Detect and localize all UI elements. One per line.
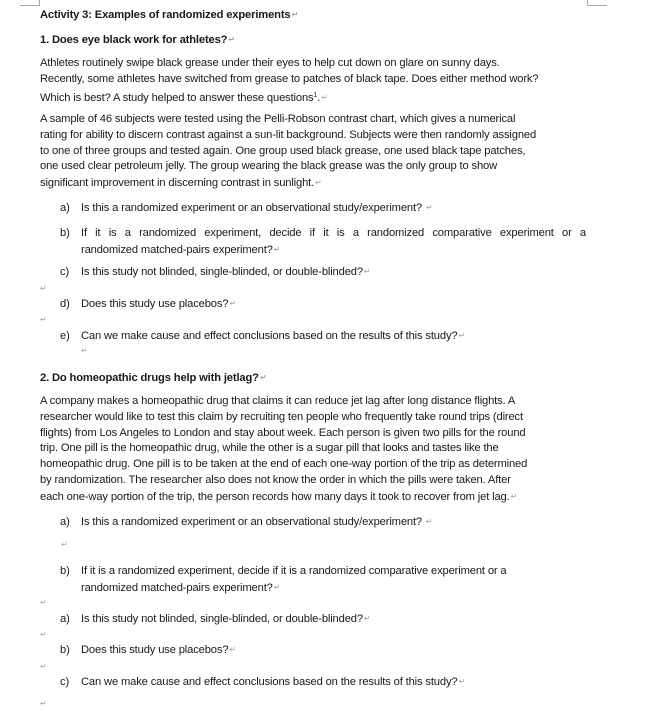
question-2e-causation bbox=[60, 674, 465, 691]
text-line: A company makes a homeopathic drug that claims it can reduce jet lag after long distance flights. A bbox=[40, 395, 516, 407]
question-text: Is this a randomized experiment or an observational study/experiment? ↵ bbox=[81, 516, 433, 528]
empty-paragraph-mark-icon: ↵ bbox=[40, 315, 47, 324]
section-1-paragraph-2 bbox=[40, 112, 536, 192]
paragraph-mark-icon: ↵ bbox=[315, 178, 322, 188]
paragraph-mark-icon: ↵ bbox=[510, 491, 518, 501]
text-line: A sample of 46 subjects were tested using the Pelli-Robson contrast chart, which gives a numerical bbox=[40, 113, 516, 125]
text-line: homeopathic drug. One pill is to be taken at the end of each one-way portion of the trip as determined bbox=[40, 458, 528, 471]
paragraph-mark-icon: ↵ bbox=[458, 331, 466, 340]
question-label: a) bbox=[60, 202, 70, 214]
paragraph-mark-icon: ↵ bbox=[458, 677, 466, 686]
question-label: a) bbox=[60, 516, 70, 528]
paragraph-mark-icon: ↵ bbox=[273, 245, 281, 254]
paragraph-mark-icon: ↵ bbox=[425, 517, 433, 526]
section-1-heading: 1. Does eye black work for athletes?↵ bbox=[40, 34, 235, 46]
empty-paragraph-mark-icon: ↵ bbox=[81, 346, 88, 355]
question-label: b) bbox=[60, 227, 70, 239]
question-2c-blinding bbox=[60, 611, 370, 628]
empty-paragraph-mark-icon: ↵ bbox=[40, 699, 47, 708]
question-label: b) bbox=[60, 644, 70, 656]
question-1c bbox=[60, 264, 370, 281]
question-text: Can we make cause and effect conclusions based on the results of this study?↵ bbox=[81, 330, 466, 342]
question-text: If it is a randomized experiment, decide if it is a randomized comparative experiment or a bbox=[81, 565, 507, 577]
question-1a bbox=[60, 200, 433, 217]
footnote-reference[interactable]: 1 bbox=[313, 91, 318, 99]
question-text: Can we make cause and effect conclusions based on the results of this study?↵ bbox=[81, 676, 466, 688]
text-line: to one of three groups and tested again. One group used black grease, one used black tape patches, bbox=[40, 144, 526, 157]
paragraph-mark-icon: ↵ bbox=[229, 299, 236, 308]
text-line: researcher would like to test this claim by recruiting ten people who frequently take round trips (direct bbox=[40, 410, 523, 423]
text-line: flights) from Los Angeles to London and stay about week. Each person is given two pills for the round bbox=[40, 426, 526, 439]
question-1d bbox=[60, 296, 236, 313]
text-line: significant improvement in discerning contrast in sunlight.↵ bbox=[40, 177, 322, 190]
margin-corner-top-right bbox=[587, 0, 607, 6]
paragraph-mark-icon: ↵ bbox=[425, 203, 433, 212]
question-label: c) bbox=[60, 266, 70, 278]
text-line: trip. One pill is the homeopathic drug, while the other is a sugar pill that looks and tastes like the bbox=[40, 442, 499, 455]
empty-paragraph-mark-icon: ↵ bbox=[61, 540, 68, 549]
paragraph-mark-icon: ↵ bbox=[228, 35, 235, 44]
paragraph-mark-icon: ↵ bbox=[363, 267, 371, 276]
question-2d-placebos bbox=[60, 642, 236, 659]
question-label: d) bbox=[60, 298, 70, 310]
question-1b-continuation: randomized matched-pairs experiment?↵ bbox=[81, 244, 281, 256]
question-1b bbox=[60, 226, 586, 242]
question-2b-continuation: randomized matched-pairs experiment?↵ bbox=[81, 582, 281, 594]
section-2-paragraph-1 bbox=[40, 394, 527, 506]
question-label: e) bbox=[60, 330, 70, 342]
question-text: Is this study not blinded, single-blinded, or double-blinded?↵ bbox=[81, 266, 371, 278]
question-text: Does this study use placebos?↵ bbox=[81, 644, 236, 656]
empty-paragraph-mark-icon: ↵ bbox=[40, 630, 47, 639]
paragraph-mark-icon: ↵ bbox=[363, 614, 371, 623]
question-label: a) bbox=[60, 613, 70, 625]
empty-paragraph-mark-icon: ↵ bbox=[40, 598, 47, 607]
question-2b bbox=[60, 564, 507, 580]
document-title: Activity 3: Examples of randomized experiments↵ bbox=[40, 9, 299, 21]
paragraph-mark-icon: ↵ bbox=[229, 645, 236, 654]
empty-paragraph-mark-icon: ↵ bbox=[40, 284, 47, 293]
text-line: by randomization. The researcher also does not know the order in which the pills were taken. After bbox=[40, 473, 511, 486]
section-1-paragraph-1 bbox=[40, 56, 538, 106]
question-label: b) bbox=[60, 565, 70, 577]
question-1e bbox=[60, 328, 465, 345]
section-2-heading: 2. Do homeopathic drugs help with jetlag?↵ bbox=[40, 372, 267, 384]
text-line: Recently, some athletes have switched from grease to patches of black tape. Does either method work? bbox=[40, 72, 539, 85]
question-2a bbox=[60, 514, 433, 531]
text-line: rating for ability to discern contrast against a sun-lit background. Subjects were then randomly assigned bbox=[40, 128, 537, 141]
question-text: Is this study not blinded, single-blinded, or double-blinded?↵ bbox=[81, 613, 371, 625]
question-text: Is this a randomized experiment or an observational study/experiment? ↵ bbox=[81, 202, 433, 214]
text-line: one used clear petroleum jelly. The group wearing the black grease was the only group to show bbox=[40, 160, 498, 173]
paragraph-mark-icon: ↵ bbox=[259, 373, 267, 382]
paragraph-mark-icon: ↵ bbox=[321, 92, 328, 102]
text-line: Athletes routinely swipe black grease under their eyes to help cut down on glare on sunny days. bbox=[40, 57, 500, 69]
question-label: c) bbox=[60, 676, 70, 688]
empty-paragraph-mark-icon: ↵ bbox=[40, 662, 47, 671]
question-text: Does this study use placebos?↵ bbox=[81, 298, 236, 310]
text-line: each one-way portion of the trip, the person records how many days it took to recover from jet lag.↵ bbox=[40, 490, 518, 503]
question-text: If it is a randomized experiment, decide if it is a randomized comparative experiment or a bbox=[81, 227, 586, 239]
text-line: Which is best? A study helped to answer these questions$^1$.↵ bbox=[40, 91, 328, 104]
margin-corner-top-left bbox=[20, 0, 40, 6]
paragraph-mark-icon: ↵ bbox=[273, 583, 281, 592]
paragraph-mark-icon: ↵ bbox=[291, 10, 299, 19]
